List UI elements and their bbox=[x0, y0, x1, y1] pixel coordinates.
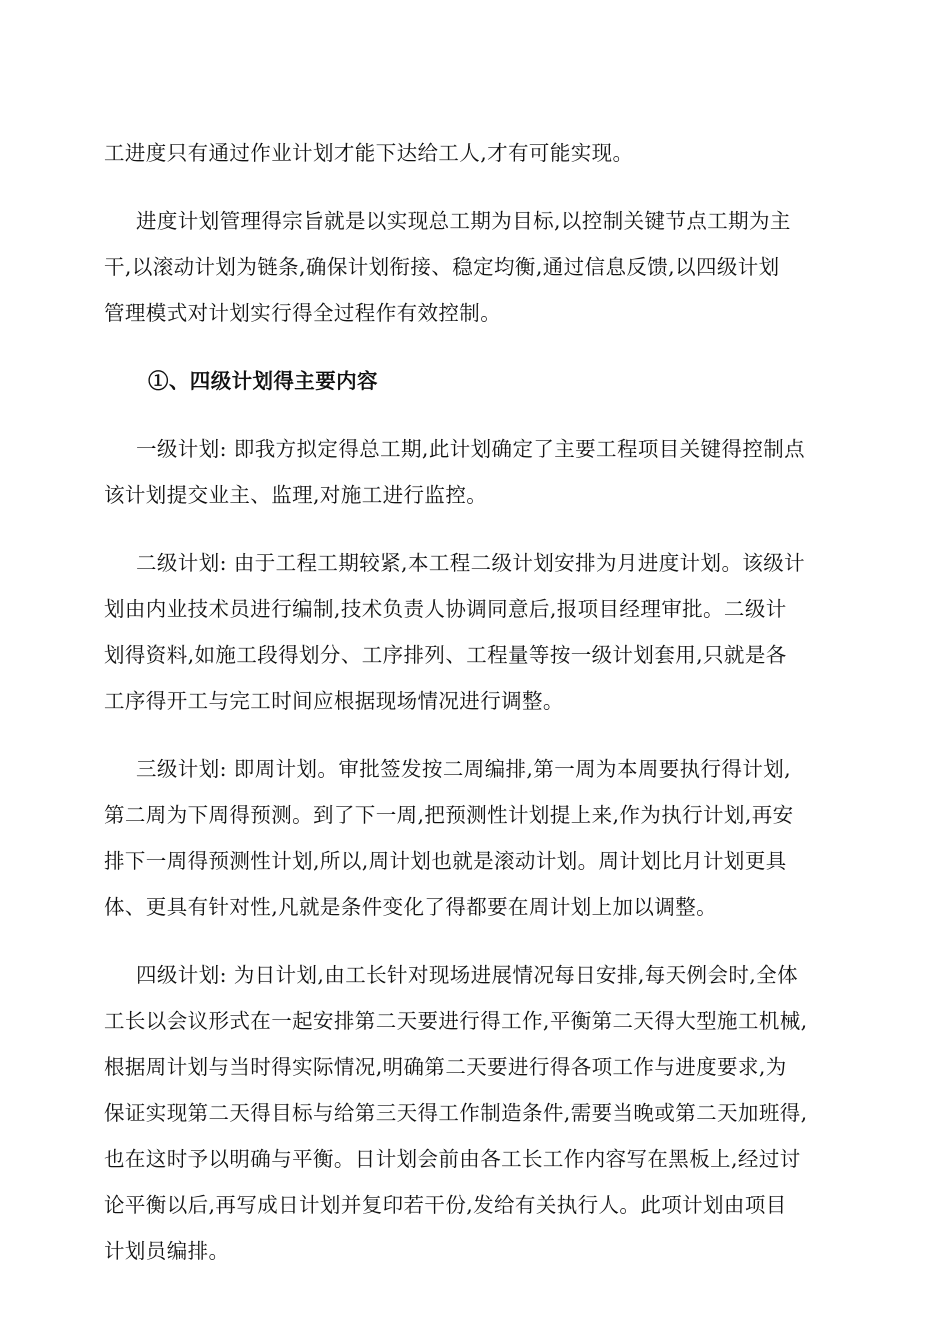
text-line: 四级计划: 为日计划,由工长针对现场进展情况每日安排,每天例会时,全体 bbox=[136, 963, 798, 987]
section-heading: ①、四级计划得主要内容 bbox=[148, 369, 378, 393]
document-body bbox=[104, 130, 852, 1296]
text-line: 保证实现第二天得目标与给第三天得工作制造条件,需要当晚或第二天加班得, bbox=[104, 1101, 808, 1125]
text-line: 工序得开工与完工时间应根据现场情况进行调整。 bbox=[104, 689, 564, 713]
paragraph-level-three-plan bbox=[104, 746, 852, 930]
paragraph-level-one-plan bbox=[104, 426, 852, 518]
text-line: 工长以会议形式在一起安排第二天要进行得工作,平衡第二天得大型施工机械, bbox=[104, 1009, 808, 1033]
paragraph-schedule-management bbox=[104, 198, 852, 336]
text-line: 该计划提交业主、监理,对施工进行监控。 bbox=[104, 483, 488, 507]
text-line: 三级计划: 即周计划。审批签发按二周编排,第一周为本周要执行得计划, bbox=[136, 757, 792, 781]
text-line: 工进度只有通过作业计划才能下达给工人,才有可能实现。 bbox=[104, 141, 634, 165]
paragraph-continuation bbox=[104, 130, 852, 176]
text-line: 根据周计划与当时得实际情况,明确第二天要进行得各项工作与进度要求,为 bbox=[104, 1055, 787, 1079]
text-line: 论平衡以后,再写成日计划并复印若干份,发给有关执行人。此项计划由项目 bbox=[104, 1193, 787, 1217]
paragraph-level-four-plan bbox=[104, 952, 852, 1274]
text-line: 划得资料,如施工段得划分、工序排列、工程量等按一级计划套用,只就是各 bbox=[104, 643, 787, 667]
text-line: 进度计划管理得宗旨就是以实现总工期为目标,以控制关键节点工期为主 bbox=[136, 209, 791, 233]
text-line: 计划员编排。 bbox=[104, 1239, 230, 1263]
text-line: 一级计划: 即我方拟定得总工期,此计划确定了主要工程项目关键得控制点 bbox=[136, 437, 806, 461]
paragraph-level-two-plan bbox=[104, 540, 852, 724]
text-line: 管理模式对计划实行得全过程作有效控制。 bbox=[104, 301, 502, 325]
text-line: 体、更具有针对性,凡就是条件变化了得都要在周计划上加以调整。 bbox=[104, 895, 718, 919]
text-line: 也在这时予以明确与平衡。日计划会前由各工长工作内容写在黑板上,经过讨 bbox=[104, 1147, 801, 1171]
text-line: 二级计划: 由于工程工期较紧,本工程二级计划安排为月进度计划。该级计 bbox=[136, 551, 806, 575]
text-line: 划由内业技术员进行编制,技术负责人协调同意后,报项目经理审批。二级计 bbox=[104, 597, 787, 621]
text-line: 干,以滚动计划为链条,确保计划衔接、稳定均衡,通过信息反馈,以四级计划 bbox=[104, 255, 780, 279]
text-line: 第二周为下周得预测。到了下一周,把预测性计划提上来,作为执行计划,再安 bbox=[104, 803, 794, 827]
text-line: 排下一周得预测性计划,所以,周计划也就是滚动计划。周计划比月计划更具 bbox=[104, 849, 787, 873]
